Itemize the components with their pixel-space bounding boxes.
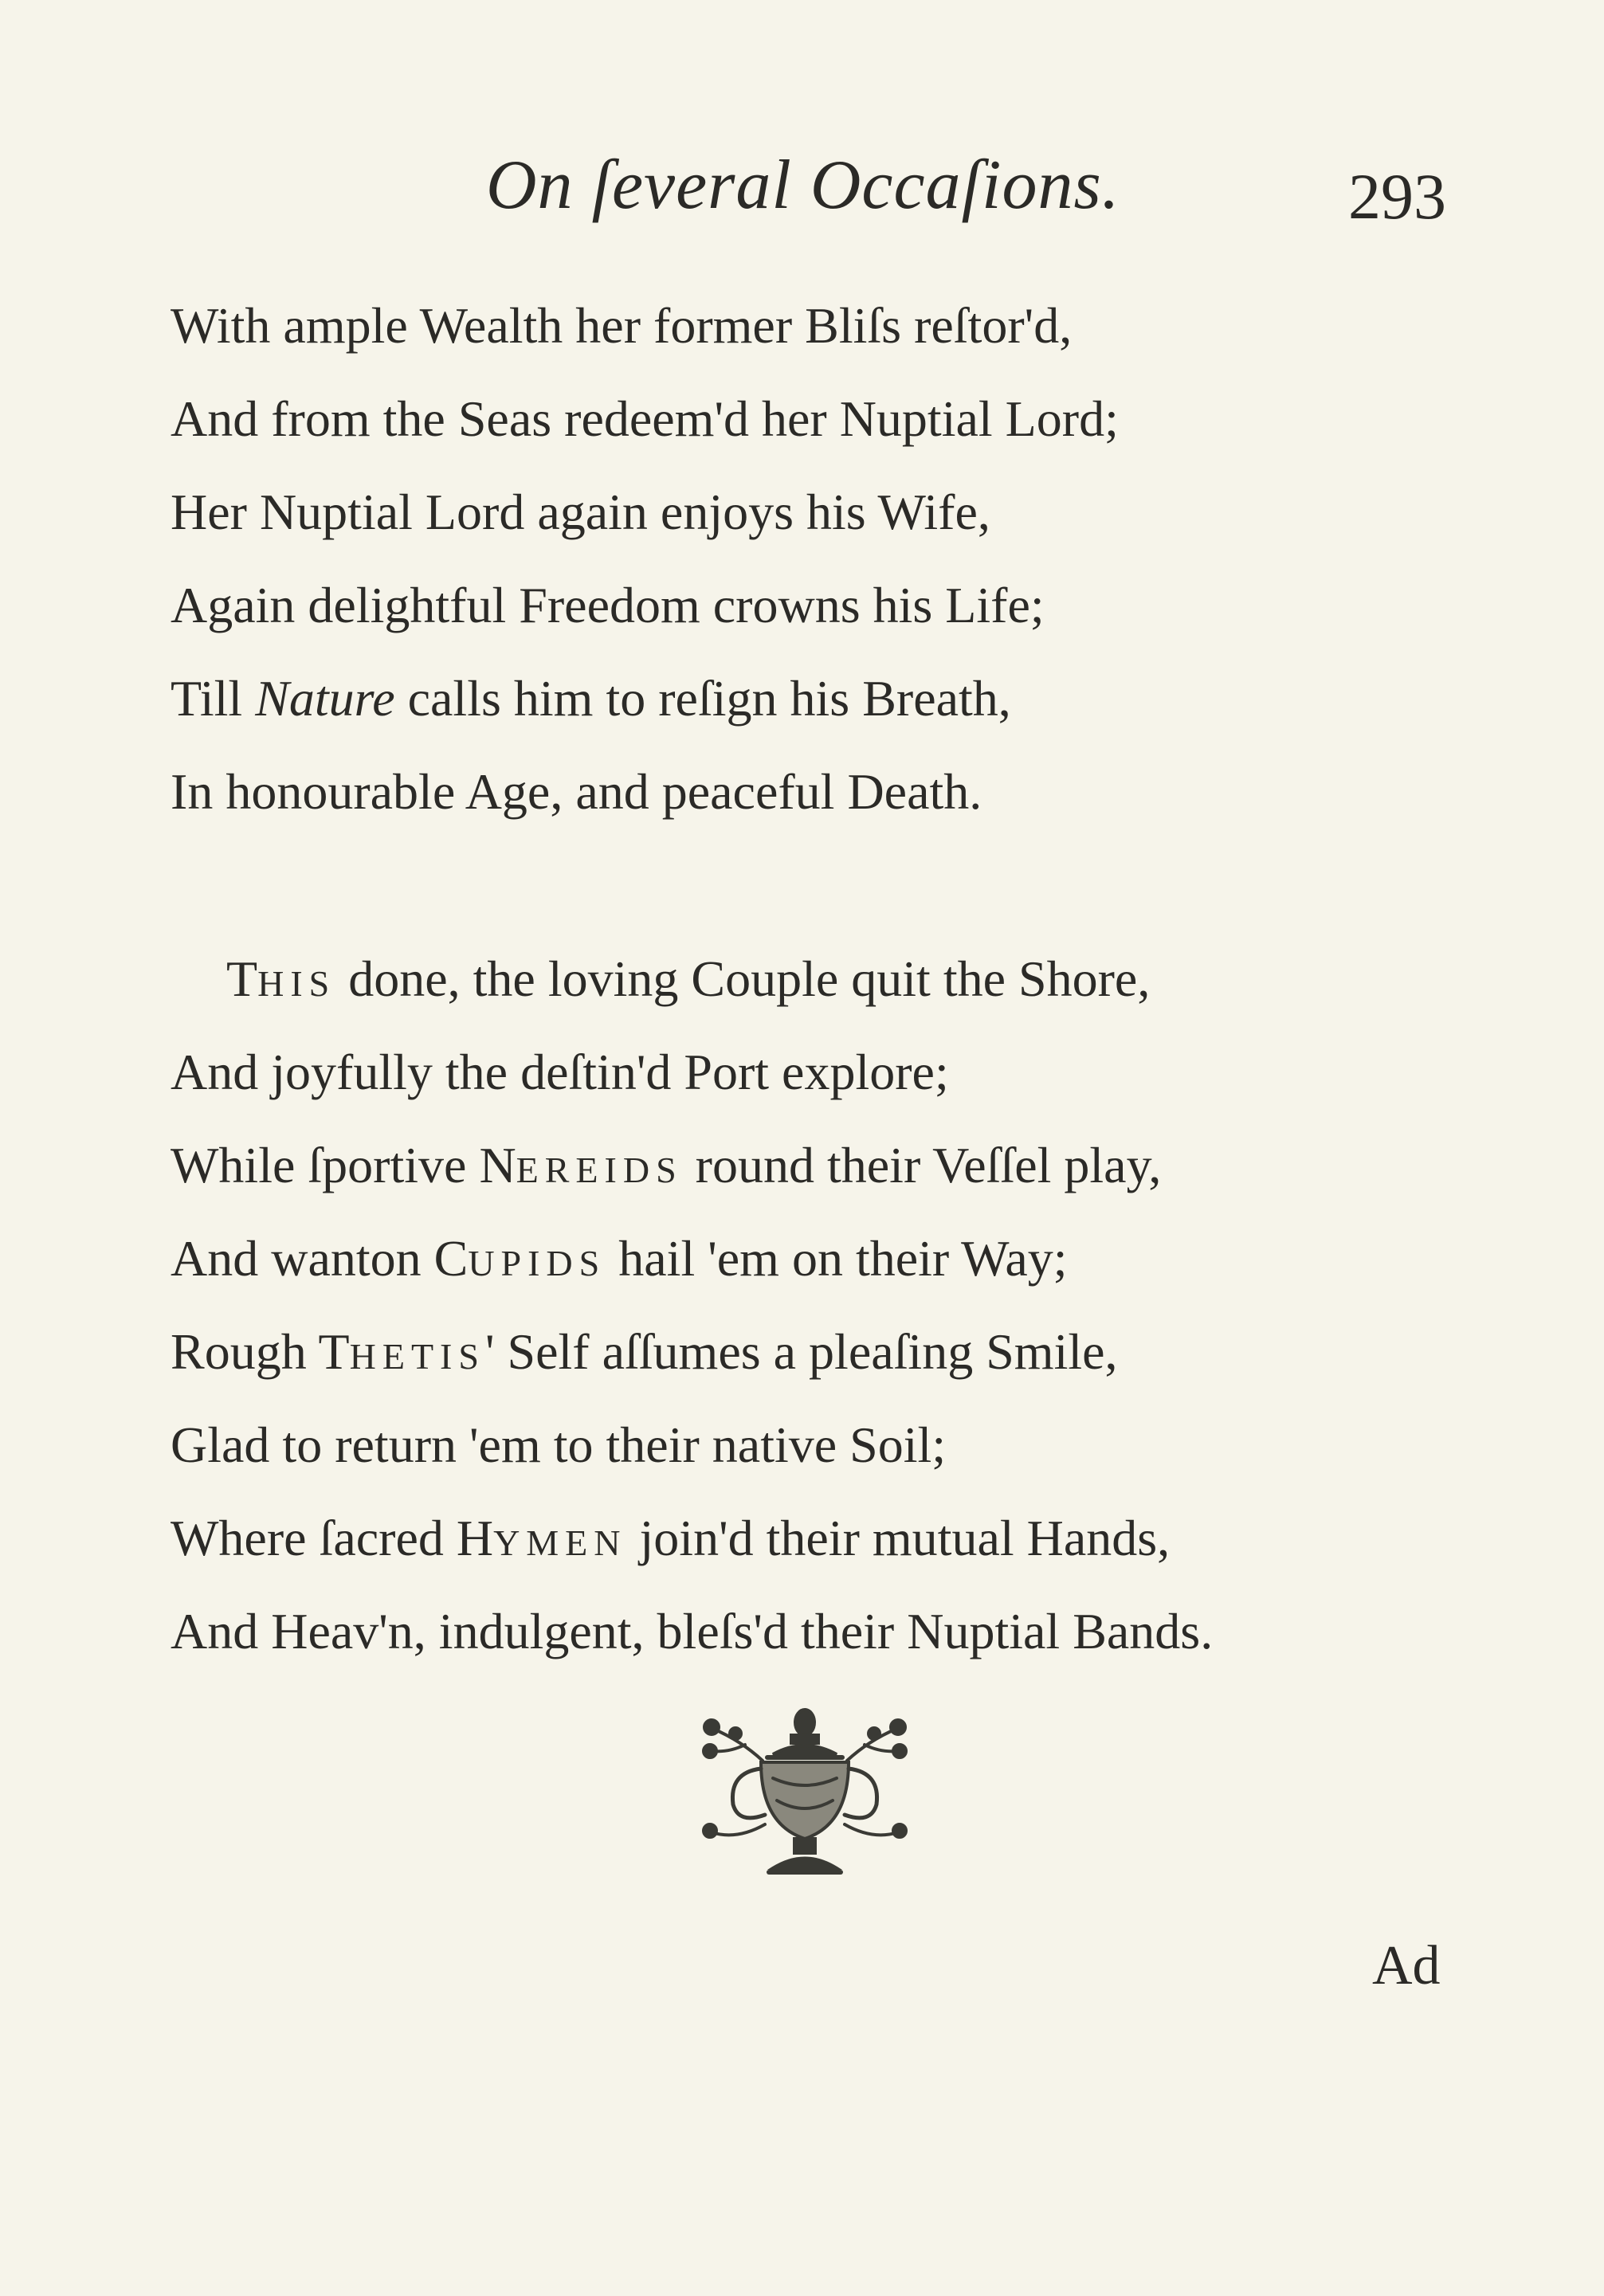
verse-line: With ample Wealth her former Bliſs reſtor'd, bbox=[171, 297, 1073, 354]
stanza-1 bbox=[171, 279, 1525, 838]
stanza-2 bbox=[171, 932, 1525, 1678]
verse-line bbox=[171, 1212, 1525, 1305]
small-caps-text: EREIDS bbox=[516, 1150, 683, 1190]
italic-word: Nature bbox=[255, 670, 395, 727]
verse-line bbox=[171, 932, 1525, 1025]
urn-with-flowers-icon bbox=[697, 1705, 912, 1880]
verse-line: Her Nuptial Lord again enjoys his Wife, bbox=[171, 484, 990, 540]
page-number: 293 bbox=[1348, 160, 1446, 233]
verse-line bbox=[171, 1491, 1525, 1585]
verse-line bbox=[171, 1305, 1525, 1398]
small-caps-text: UPIDS bbox=[468, 1243, 606, 1283]
small-caps-text: HETIS bbox=[349, 1336, 485, 1377]
verse-line: And joyfully the deſtin'd Port explore; bbox=[171, 1044, 949, 1100]
verse-line: And from the Seas redeem'd her Nuptial Lord; bbox=[171, 390, 1119, 447]
verse-line bbox=[171, 1119, 1525, 1212]
small-caps-text: HIS bbox=[257, 963, 336, 1004]
verse-line bbox=[171, 652, 1525, 745]
line-text: hail 'em on their Way; bbox=[606, 1230, 1068, 1287]
line-text: calls him to reſign his Breath, bbox=[394, 670, 1011, 727]
line-text: Till bbox=[171, 670, 256, 727]
small-caps-text: YMEN bbox=[493, 1522, 627, 1563]
line-text: T bbox=[226, 950, 258, 1007]
line-text: While ſportive N bbox=[171, 1137, 516, 1193]
verse-line: And Heav'n, indulgent, bleſs'd their Nuptial Bands. bbox=[171, 1603, 1214, 1659]
line-text: join'd their mutual Hands, bbox=[626, 1510, 1171, 1566]
page-title: On ſeveral Occaſions. bbox=[486, 147, 1120, 224]
running-head bbox=[0, 145, 1604, 233]
line-text: Rough T bbox=[171, 1323, 350, 1380]
line-text: ' Self aſſumes a pleaſing Smile, bbox=[484, 1323, 1118, 1380]
verse-line: Glad to return 'em to their native Soil; bbox=[171, 1416, 947, 1473]
line-text: Where ſacred H bbox=[171, 1510, 494, 1566]
catchword: Ad bbox=[1372, 1935, 1441, 1996]
line-text: And wanton C bbox=[171, 1230, 469, 1287]
line-text: round their Veſſel play, bbox=[682, 1137, 1162, 1193]
verse-line: Again delightful Freedom crowns his Life; bbox=[171, 577, 1045, 633]
line-text: done, the loving Couple quit the Shore, bbox=[335, 950, 1151, 1007]
verse-line: In honourable Age, and peaceful Death. bbox=[171, 763, 982, 820]
